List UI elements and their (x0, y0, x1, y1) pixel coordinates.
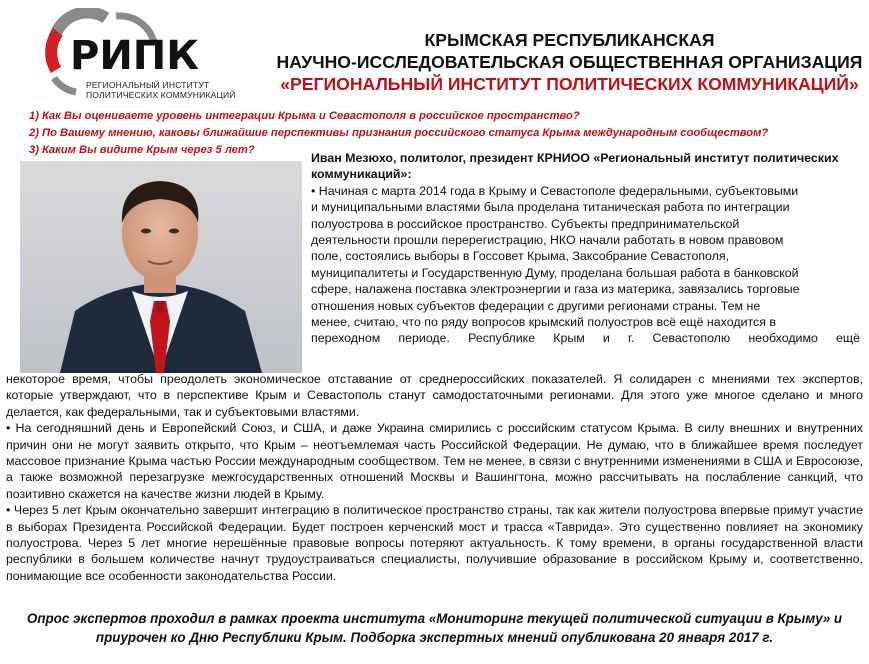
answer-1-line: и муниципальными властями была проделана титаническая работа по интеграции (311, 200, 790, 215)
answer-1-line: менее, считаю, что по ряду вопросов крымский полуостров всё ещё находится в (311, 315, 776, 330)
logo-wordmark: РИПК (70, 33, 199, 79)
portrait-photo (20, 161, 302, 373)
portrait-image (20, 161, 302, 373)
header-line-1: КРЫМСКАЯ РЕСПУБЛИКАНСКАЯ (424, 30, 715, 50)
ripk-logo (36, 8, 236, 104)
question-item: 3) Каким Вы видите Крым через 5 лет? (29, 144, 255, 156)
header-line-2: НАУЧНО-ИССЛЕДОВАТЕЛЬСКАЯ ОБЩЕСТВЕННАЯ ОРГАНИЗАЦИЯ (276, 52, 863, 72)
answer-body (6, 371, 863, 584)
answer-1-line: полуострова в российское пространство. Субъекты предпринимательской (311, 216, 740, 231)
header-line-3: «РЕГИОНАЛЬНЫЙ ИНСТИТУТ ПОЛИТИЧЕСКИХ КОММУНИКАЦИЙ» (280, 74, 859, 94)
answer-1-line: • Начиная с марта 2014 года в Крыму и Севастополе федеральными, субъектовыми (311, 183, 799, 198)
answer-1-line: поле, состоялись выборы в Госсовет Крыма, Заксобрание Севастополя, (311, 249, 730, 264)
expert-intro: Иван Мезюхо, политолог, президент КРНИОО «Региональный институт политических коммуникаций»: (311, 151, 839, 182)
footer-note: Опрос экспертов проходил в рамках проекта института «Мониторинг текущей политической ситуации в Крыму» и приурочен ко Дню Республики Крым. Подборка экспертных мнений опубликована 20 января 2017 г. (26, 611, 843, 645)
question-item: 2) По Вашему мнению, каковы ближайшие перспективы признания российского статуса Крыма международным сообществом? (29, 127, 769, 139)
answer-1-line: муниципалитеты и Государственную Думу, проделана большая работа в банковской (311, 265, 799, 280)
answer-1-line: отношения новых субъектов федерации с другими регионами страны. Тем не (311, 298, 761, 313)
logo-subtitle: РЕГИОНАЛЬНЫЙ ИНСТИТУТ ПОЛИТИЧЕСКИХ КОММУНИКАЦИЙ (86, 80, 236, 100)
answer-2: • На сегодняшний день и Европейский Союз, и США, и даже Украина смирились с российским статусом Крыма. В силу внешних и внутренних причин они не могут заявить открыто, что Крым – неотъемлемая часть Российской Федерации. Не думаю, что в ближайшее время последует массовое признание Крыма частью России международным сообществом. Тем не менее, в связи с внутренними изменениями в США и Евросоюзе, а также возможной перезагрузке межгосударственных отношений Москвы и Вашингтона, можно рассчитывать на послабление санкций, что позитивно скажется на качестве жизни людей в Крыму. (6, 421, 863, 501)
answer-1-line: деятельности прошли перерегистрацию, НКО начали работать в новом правовом (311, 233, 784, 248)
answer-1-line: сфере, налажена поставка электроэнергии и газа из материка, завязались торговые (311, 282, 800, 297)
page-header (270, 29, 869, 95)
answer-1-continuation: некоторое время, чтобы преодолеть экономическое отставание от среднероссийских показателей. Я солидарен с мнениями тех экспертов, которые утверждают, что в перспективе Крым и Севастополь станут самодостаточными регионами. Для этого уже многое сделано и много делается, как федеральными, так и субъектовыми властями. (6, 372, 863, 419)
answer-column (311, 150, 860, 347)
answer-1-line: переходном периоде. Республике Крым и г. Севастополю необходимо ещё (311, 331, 860, 346)
question-item: 1) Как Вы оцениваете уровень интеграции Крыма и Севастополя в российское пространство? (29, 110, 580, 122)
answer-3: • Через 5 лет Крым окончательно завершит интеграцию в политическое пространство страны, так как жители полуострова впервые примут участие в выборах Президента Российской Федерации. Будет построен керченский мост и трасса «Таврида». Это существенно повлияет на экономику полуострова. Через 5 лет многие нерешённые правовые вопросы потеряют актуальность. К тому времени, в органы государственной власти республики в большем количестве начнут трудоустраиваться специалисты, получившие образование в российском Крыму и, соответственно, понимающие все особенности законодательства России. (6, 503, 863, 583)
